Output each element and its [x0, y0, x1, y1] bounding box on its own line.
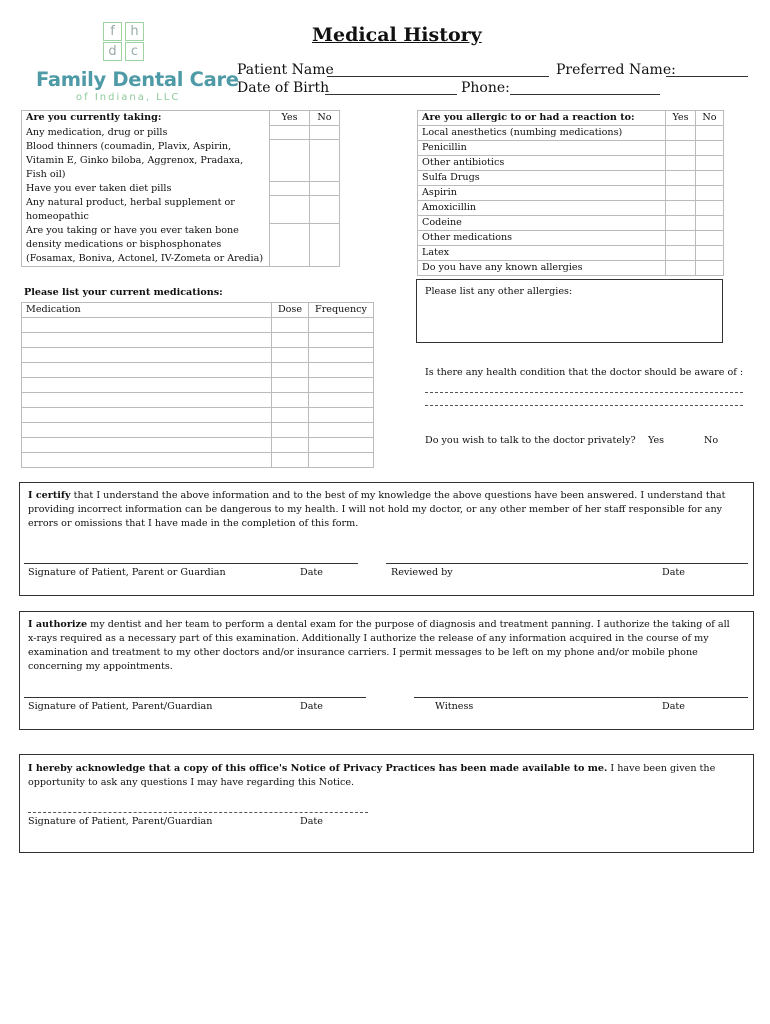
allergy-no-cell[interactable]	[696, 141, 724, 156]
dose-cell[interactable]	[272, 438, 309, 453]
certify-body: that I understand the above information and to the best of my knowledge the above questions have been answered. I understand that providing incorrect information can be dangerous to my health. I will not hold my doctor, or any other member of her staff responsible for any errors or omissions that I have made in the completion of this form.	[28, 490, 726, 529]
allergy-no-cell[interactable]	[696, 171, 724, 186]
allergy-yes-cell[interactable]	[666, 216, 696, 231]
allergy-item: Local anesthetics (numbing medications)	[418, 126, 666, 141]
taking-item: Blood thinners (coumadin, Plavix, Aspirin, Vitamin E, Ginko biloba, Aggrenox, Pradaxa, Fish oil)	[22, 140, 270, 182]
logo-letter-d: d	[103, 42, 122, 61]
other-allergies-box[interactable]	[416, 279, 723, 343]
allergy-yes-cell[interactable]	[666, 201, 696, 216]
medication-cell[interactable]	[22, 393, 272, 408]
medication-cell[interactable]	[22, 318, 272, 333]
dose-cell[interactable]	[272, 378, 309, 393]
taking-no-cell[interactable]	[310, 196, 340, 224]
allergy-item: Codeine	[418, 216, 666, 231]
dose-cell[interactable]	[272, 453, 309, 468]
phone-label: Phone:	[461, 80, 510, 96]
medication-cell[interactable]	[22, 438, 272, 453]
authorize-signature-label: Signature of Patient, Parent/Guardian	[28, 701, 213, 712]
authorize-date-label: Date	[300, 701, 323, 712]
dose-cell[interactable]	[272, 318, 309, 333]
certify-signature-label: Signature of Patient, Parent or Guardian	[28, 567, 226, 578]
authorize-signature-line[interactable]	[24, 697, 366, 698]
allergy-no-cell[interactable]	[696, 156, 724, 171]
allergy-yes-cell[interactable]	[666, 171, 696, 186]
page-title: Medical History	[312, 24, 482, 46]
logo-letter-c: c	[125, 42, 144, 61]
medication-cell[interactable]	[22, 333, 272, 348]
other-allergies-label: Please list any other allergies:	[425, 286, 573, 297]
allergy-yes-cell[interactable]	[666, 231, 696, 246]
medication-cell[interactable]	[22, 453, 272, 468]
medication-row	[22, 423, 374, 438]
medication-row	[22, 318, 374, 333]
medication-row	[22, 378, 374, 393]
allergy-yes-cell[interactable]	[666, 246, 696, 261]
allergy-item: Other antibiotics	[418, 156, 666, 171]
certify-section	[19, 482, 754, 596]
frequency-cell[interactable]	[309, 378, 374, 393]
medication-row	[22, 408, 374, 423]
allergy-item: Aspirin	[418, 186, 666, 201]
allergy-yes-cell[interactable]	[666, 156, 696, 171]
certify-lead: I certify	[28, 490, 71, 501]
preferred-name-label: Preferred Name:	[556, 62, 676, 78]
taking-no-cell[interactable]	[310, 182, 340, 196]
frequency-cell[interactable]	[309, 348, 374, 363]
medication-cell[interactable]	[22, 363, 272, 378]
witness-line[interactable]	[414, 697, 748, 698]
health-condition-line-1[interactable]	[425, 392, 743, 393]
allergy-item: Penicillin	[418, 141, 666, 156]
dob-field[interactable]	[325, 94, 457, 95]
allergy-item: Amoxicillin	[418, 201, 666, 216]
medication-row	[22, 348, 374, 363]
medication-cell[interactable]	[22, 378, 272, 393]
frequency-cell[interactable]	[309, 363, 374, 378]
private-talk-no[interactable]: No	[704, 435, 719, 446]
taking-item: Have you ever taken diet pills	[22, 182, 270, 196]
allergy-yes-cell[interactable]	[666, 141, 696, 156]
allergy-no-cell[interactable]	[696, 186, 724, 201]
taking-no-header: No	[310, 111, 340, 126]
authorize-lead: I authorize	[28, 619, 88, 630]
allergy-yes-cell[interactable]	[666, 186, 696, 201]
authorize-text	[28, 618, 733, 674]
allergy-no-cell[interactable]	[696, 126, 724, 141]
dob-label: Date of Birth	[237, 80, 330, 96]
dose-cell[interactable]	[272, 363, 309, 378]
allergy-yes-cell[interactable]	[666, 261, 696, 276]
frequency-cell[interactable]	[309, 333, 374, 348]
frequency-col-header: Frequency	[309, 303, 374, 318]
allergy-item: Latex	[418, 246, 666, 261]
frequency-cell[interactable]	[309, 438, 374, 453]
acknowledge-text	[28, 762, 733, 790]
taking-no-cell[interactable]	[310, 126, 340, 140]
phone-field[interactable]	[510, 94, 660, 95]
allergy-item: Do you have any known allergies	[418, 261, 666, 276]
medication-col-header: Medication	[22, 303, 272, 318]
private-talk-question: Do you wish to talk to the doctor privately?	[425, 435, 636, 446]
health-condition-label: Is there any health condition that the doctor should be aware of :	[425, 367, 744, 378]
taking-yes-cell[interactable]	[270, 196, 310, 224]
frequency-cell[interactable]	[309, 393, 374, 408]
dose-col-header: Dose	[272, 303, 309, 318]
allergy-yes-cell[interactable]	[666, 126, 696, 141]
dose-cell[interactable]	[272, 408, 309, 423]
witness-label: Witness	[435, 701, 474, 712]
medication-row	[22, 363, 374, 378]
certify-date-label: Date	[300, 567, 323, 578]
patient-name-field[interactable]	[327, 76, 549, 77]
acknowledge-section	[19, 754, 754, 853]
reviewed-by-line[interactable]	[386, 563, 748, 564]
allergy-no-cell[interactable]	[696, 246, 724, 261]
reviewed-date-label: Date	[662, 567, 685, 578]
authorize-section	[19, 611, 754, 730]
patient-name-label: Patient Name	[237, 62, 334, 78]
acknowledge-signature-line[interactable]	[28, 812, 368, 813]
frequency-cell[interactable]	[309, 318, 374, 333]
acknowledge-date-label: Date	[300, 816, 323, 827]
allergy-header: Are you allergic to or had a reaction to:	[418, 111, 666, 126]
medication-row	[22, 438, 374, 453]
currently-taking-table	[21, 110, 340, 267]
preferred-name-field[interactable]	[666, 76, 748, 77]
logo-letter-h: h	[125, 22, 144, 41]
taking-header: Are you currently taking:	[22, 111, 270, 126]
allergy-no-cell[interactable]	[696, 231, 724, 246]
acknowledge-body: I have been given the opportunity to ask any questions I may have regarding this Notice.	[28, 763, 716, 788]
taking-item: Any natural product, herbal supplement or homeopathic	[22, 196, 270, 224]
taking-item: Are you taking or have you ever taken bone density medications or bisphosphonates (Fosamax, Boniva, Actonel, IV-Zometa or Aredia)	[22, 224, 270, 267]
allergy-table	[417, 110, 724, 276]
certify-text	[28, 489, 728, 531]
taking-item: Any medication, drug or pills	[22, 126, 270, 140]
allergy-no-cell[interactable]	[696, 216, 724, 231]
taking-yes-cell[interactable]	[270, 182, 310, 196]
taking-yes-cell[interactable]	[270, 224, 310, 267]
private-talk-yes[interactable]: Yes	[648, 435, 665, 446]
taking-no-cell[interactable]	[310, 140, 340, 182]
medications-table	[21, 302, 374, 468]
dose-cell[interactable]	[272, 333, 309, 348]
medication-row	[22, 453, 374, 468]
taking-yes-cell[interactable]	[270, 126, 310, 140]
reviewed-by-label: Reviewed by	[391, 567, 453, 578]
authorize-body: my dentist and her team to perform a dental exam for the purpose of diagnosis and treatment panning. I authorize the taking of all x-rays required as a necessary part of this examination. Additionally I authorize the release of any information acquired in the course of my examination and treatment to my other doctors and/or insurance carriers. I permit messages to be left on my phone and/or mobile phone concerning my appointments.	[28, 619, 730, 672]
logo-letter-f: f	[103, 22, 122, 41]
taking-no-cell[interactable]	[310, 224, 340, 267]
health-condition-line-2[interactable]	[425, 405, 743, 406]
allergy-no-cell[interactable]	[696, 201, 724, 216]
acknowledge-lead: I hereby acknowledge that a copy of this office's Notice of Privacy Practices has been made available to me.	[28, 763, 608, 774]
allergy-yes-header: Yes	[666, 111, 696, 126]
witness-date-label: Date	[662, 701, 685, 712]
medications-prompt: Please list your current medications:	[24, 287, 223, 298]
medication-cell[interactable]	[22, 408, 272, 423]
frequency-cell[interactable]	[309, 408, 374, 423]
medication-row	[22, 333, 374, 348]
dose-cell[interactable]	[272, 393, 309, 408]
certify-signature-line[interactable]	[24, 563, 358, 564]
allergy-item: Sulfa Drugs	[418, 171, 666, 186]
medication-cell[interactable]	[22, 423, 272, 438]
dose-cell[interactable]	[272, 348, 309, 363]
taking-yes-cell[interactable]	[270, 140, 310, 182]
dose-cell[interactable]	[272, 423, 309, 438]
medication-cell[interactable]	[22, 348, 272, 363]
frequency-cell[interactable]	[309, 423, 374, 438]
frequency-cell[interactable]	[309, 453, 374, 468]
logo-subtitle: of Indiana, LLC	[76, 92, 181, 103]
taking-yes-header: Yes	[270, 111, 310, 126]
acknowledge-signature-label: Signature of Patient, Parent/Guardian	[28, 816, 213, 827]
allergy-no-header: No	[696, 111, 724, 126]
allergy-no-cell[interactable]	[696, 261, 724, 276]
allergy-item: Other medications	[418, 231, 666, 246]
logo-name: Family Dental Care	[36, 68, 239, 91]
medication-row	[22, 393, 374, 408]
